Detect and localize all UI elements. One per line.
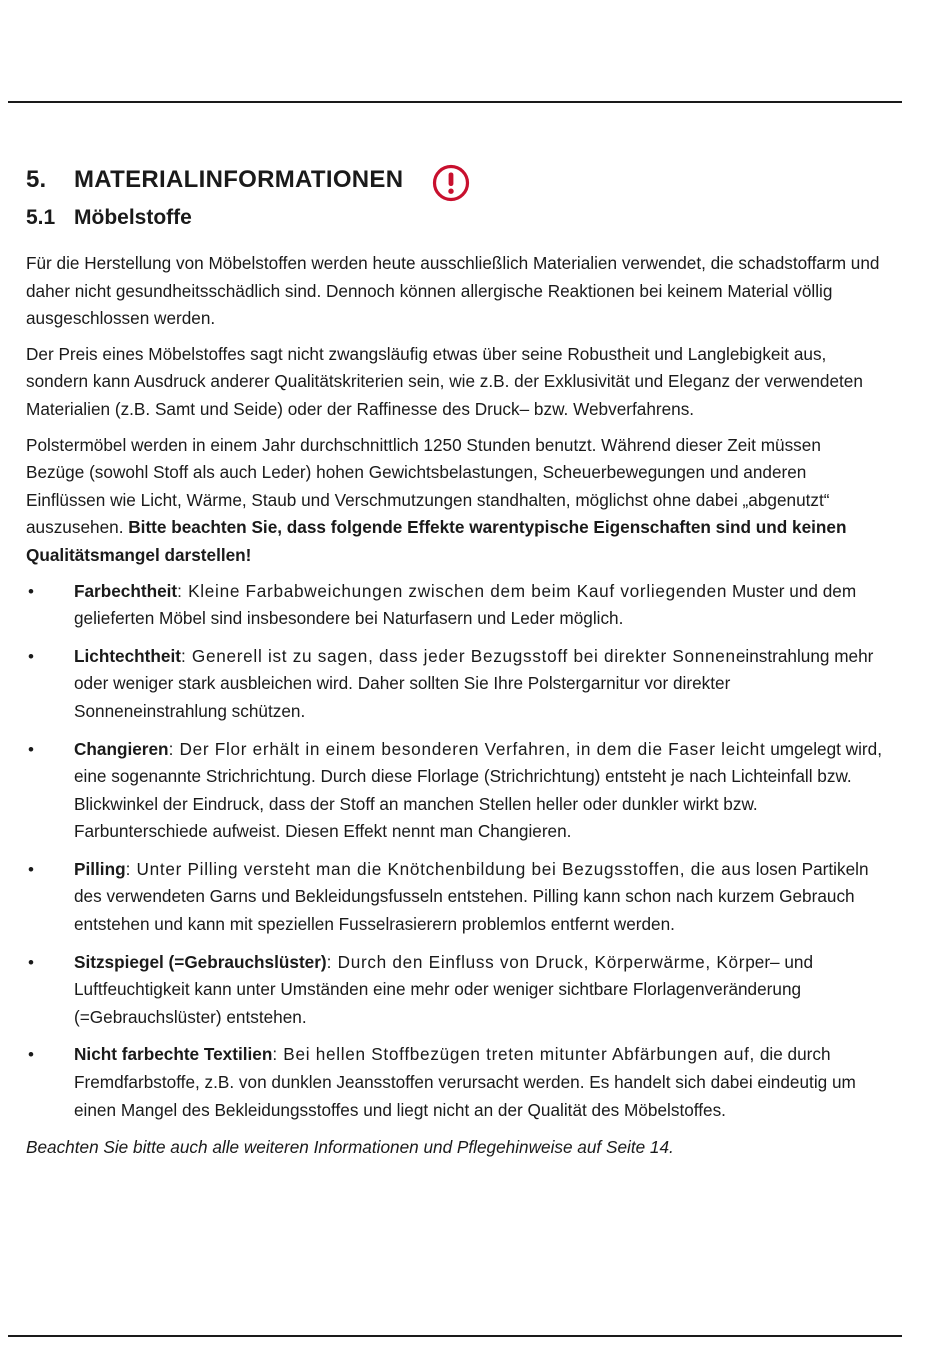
list-item-lead: : Kleine Farbabweichungen zwischen dem beim Kauf vorliegenden xyxy=(177,580,728,601)
list-item-text: umgelegt wird, eine sogenannte Strichrichtung. Durch diese Florlage (Strichrichtung) entsteht je nach Lichteinfall bzw. Blickwinkel der Eindruck, dass der Stoff an manchen Stellen heller oder dunkler wirkt bzw. Farbunterschiede aufweist. Diesen Effekt nennt man Changieren. xyxy=(74,738,882,842)
paragraph-bold-text: Bitte beachten Sie, dass folgende Effekte warentypische Eigenschaften sind und keinen Qualitätsmangel darstellen! xyxy=(26,517,847,565)
section-heading xyxy=(26,160,882,200)
list-item xyxy=(26,643,882,726)
list-item-term: Pilling xyxy=(74,858,126,879)
paragraph: Für die Herstellung von Möbelstoffen werden heute ausschließlich Materialien verwendet, die schadstoffarm und daher nicht gesundheitsschädlich sind. Dennoch können allergische Reaktionen bei keinem Material völlig ausgeschlossen werden. xyxy=(26,253,880,329)
list-item-term: Lichtechtheit xyxy=(74,645,181,666)
list-item-lead: : Bei hellen Stoffbezügen treten mitunter Abfärbungen auf, xyxy=(272,1044,756,1065)
bullet: • xyxy=(28,739,34,759)
footer-rule xyxy=(8,1335,902,1337)
list-item-term: Nicht farbechte Textilien xyxy=(74,1044,273,1065)
list-item-lead: : Der Flor erhält in einem besonderen Verfahren, in dem die Faser leicht xyxy=(168,738,766,759)
document-content xyxy=(26,160,882,1162)
list-item-lead: : Generell ist zu sagen, dass jeder Bezugsstoff bei direkter Sonnen xyxy=(180,645,736,666)
list-item xyxy=(26,578,882,633)
closing-note: Beachten Sie bitte auch alle weiteren Informationen und Pflegehinweise auf Seite 14. xyxy=(26,1137,674,1158)
bullet: • xyxy=(28,859,34,879)
paragraph-text: Polstermöbel werden in einem Jahr durchschnittlich 1250 Stunden benutzt. Während dieser Zeit müssen Bezüge (sowohl Stoff als auch Leder) hohen Gewichtsbelastungen, Scheuerbewegungen und anderen Einflüssen wie Licht, Wärme, Staub und Verschmutzungen standhalten, möglichst ohne dabei „abgenutzt“ auszusehen. xyxy=(26,434,830,538)
subsection-title: Möbelstoffe xyxy=(74,206,192,229)
bullet: • xyxy=(28,581,34,601)
list-item-term: Changieren xyxy=(74,738,169,759)
bullet: • xyxy=(28,952,34,972)
list-item-term: Farbechtheit xyxy=(74,580,178,601)
list-item-lead: : Unter Pilling versteht man die Knötchenbildung bei Bezugsstoffen, die aus xyxy=(125,858,752,879)
paragraph xyxy=(26,432,882,570)
list-item xyxy=(26,856,882,939)
list-item-text: die durch Fremdfarbstoffe, z.B. von dunklen Jeansstoffen verursacht werden. Es handelt sich dabei eindeutig um einen Mangel des Bekleidungsstoffes und liegt nicht an der Qualität des Möbelstoffes. xyxy=(74,1044,856,1120)
section-number: 5. xyxy=(26,166,47,193)
effects-list xyxy=(26,578,882,1125)
bullet: • xyxy=(28,646,34,666)
paragraph: Der Preis eines Möbelstoffes sagt nicht zwangsläufig etwas über seine Robustheit und Langlebigkeit aus, sondern kann Ausdruck anderer Qualitätskriterien sein, wie z.B. der Exklusivität und Eleganz der verwendeten Materialien (z.B. Samt und Seide) oder der Raffinesse des Druck– bzw. Webverfahrens. xyxy=(26,343,863,419)
section-title: MATERIALINFORMATIONEN xyxy=(74,166,404,193)
subsection-number: 5.1 xyxy=(26,206,56,229)
list-item xyxy=(26,736,882,846)
list-item-lead: : Durch den Einfluss von Druck, Körperwärme, Kör xyxy=(326,951,746,972)
exclamation-circle-icon xyxy=(431,163,471,203)
list-item-term: Sitzspiegel (=Gebrauchslüster) xyxy=(74,951,327,972)
bullet: • xyxy=(28,1045,34,1065)
list-item-text: Muster und dem gelieferten Möbel sind insbesondere bei Naturfasern und Leder möglich. xyxy=(74,580,857,629)
list-item-text: losen Partikeln des verwendeten Garns und Bekleidungsfusseln entstehen. Pilling kann schon nach kurzem Gebrauch entstehen und kann mit speziellen Fusselrasierern problemlos entfernt werden. xyxy=(74,858,869,935)
header-rule xyxy=(8,101,902,103)
list-item-text: einstrahlung mehr oder weniger stark ausbleichen wird. Daher sollten Sie Ihre Polstergarnitur vor direkter Sonneneinstrahlung schützen. xyxy=(74,645,874,721)
list-item xyxy=(26,1041,882,1124)
list-item xyxy=(26,949,882,1032)
list-item-text: per– und Luftfeuchtigkeit kann unter Umständen eine mehr oder weniger sichtbare Florlagenveränderung (=Gebrauchslüster) entstehen. xyxy=(74,951,814,1027)
subsection-heading xyxy=(26,206,882,238)
